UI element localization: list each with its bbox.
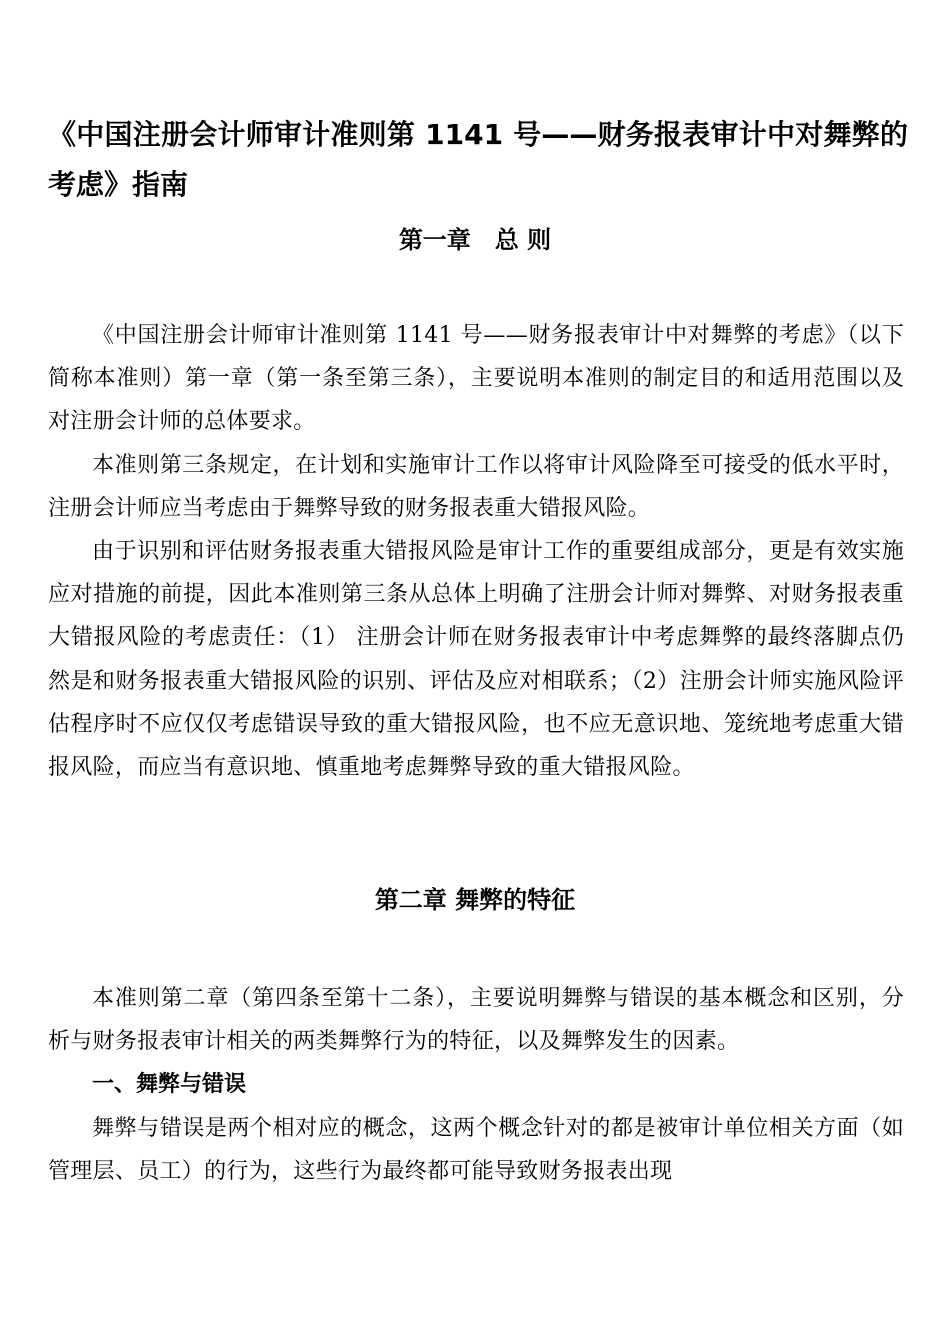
chapter-2-heading-text: 第二章 舞弊的特征 bbox=[374, 886, 576, 914]
chapter-1-heading bbox=[0, 222, 950, 258]
chapter-1-body bbox=[48, 314, 904, 789]
document-title: 《中国注册会计师审计准则第 1141 号——财务报表审计中对舞弊的考虑》指南 bbox=[48, 118, 908, 201]
chapter-1-paragraph-2: 本准则第三条规定，在计划和实施审计工作以将审计风险降至可接受的低水平时，注册会计师应当考虑由于舞弊导致的财务报表重大错报风险。 bbox=[48, 452, 904, 521]
chapter-1-heading-text: 第一章 总 则 bbox=[398, 226, 552, 254]
subsection-1-paragraph-1: 舞弊与错误是两个相对应的概念，这两个概念针对的都是被审计单位相关方面（如管理层、员工）的行为，这些行为最终都可能导致财务报表出现 bbox=[48, 1115, 904, 1184]
chapter-2-paragraph-1: 本准则第二章（第四条至第十二条），主要说明舞弊与错误的基本概念和区别，分析与财务报表审计相关的两类舞弊行为的特征，以及舞弊发生的因素。 bbox=[48, 986, 904, 1055]
subsection-1-heading: 一、舞弊与错误 bbox=[92, 1072, 247, 1098]
chapter-1-paragraph-3: 由于识别和评估财务报表重大错报风险是审计工作的重要组成部分，更是有效实施应对措施的前提，因此本准则第三条从总体上明确了注册会计师对舞弊、对财务报表重大错报风险的考虑责任：（1） 注册会计师在财务报表审计中考虑舞弊的最终落脚点仍然是和财务报表重大错报风险的识别、评估及应对相联系；（2）注册会计师实施风险评估程序时不应仅仅考虑错误导致的重大错报风险，也不应无意识地、笼统地考虑重大错报风险，而应当有意识地、慎重地考虑舞弊导致的重大错报风险。 bbox=[48, 539, 904, 781]
chapter-2-heading bbox=[0, 882, 950, 918]
chapter-2-body bbox=[48, 977, 904, 1193]
chapter-1-paragraph-1: 《中国注册会计师审计准则第 1141 号——财务报表审计中对舞弊的考虑》（以下简称本准则）第一章（第一条至第三条），主要说明本准则的制定目的和适用范围以及对注册会计师的总体要求。 bbox=[48, 323, 904, 435]
